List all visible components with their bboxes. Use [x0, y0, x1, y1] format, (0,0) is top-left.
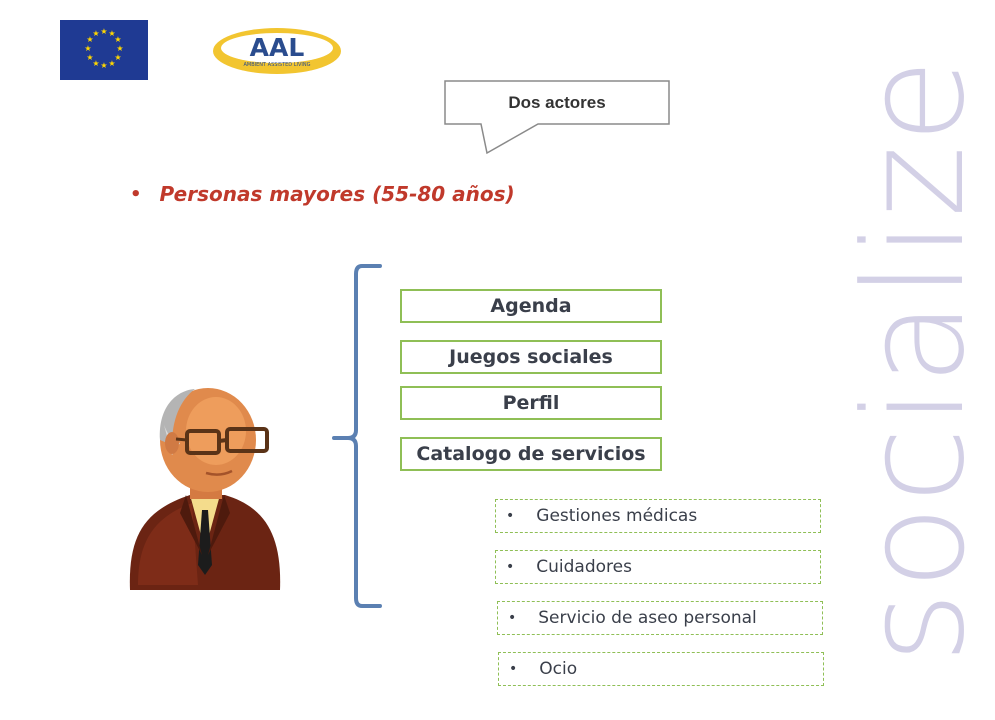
- aal-logo: [210, 22, 345, 80]
- svg-text:★: ★: [116, 44, 124, 53]
- svg-text:★: ★: [92, 59, 100, 68]
- svg-text:★: ★: [92, 29, 100, 38]
- service-gestiones-medicas[interactable]: [495, 499, 821, 533]
- svg-text:★: ★: [100, 27, 108, 36]
- svg-text:AMBIENT ASSISTED LIVING: AMBIENT ASSISTED LIVING: [243, 62, 311, 68]
- svg-text:★: ★: [114, 53, 122, 62]
- svg-text:★: ★: [84, 44, 92, 53]
- svg-text:★: ★: [114, 35, 122, 44]
- menu-catalogo-servicios[interactable]: Catalogo de servicios: [400, 437, 662, 471]
- bullet-dot: •: [130, 183, 142, 205]
- service-label: Ocio: [539, 659, 578, 679]
- bullet-dot: •: [509, 661, 518, 677]
- bullet-dot: •: [508, 610, 517, 626]
- svg-text:★: ★: [86, 35, 94, 44]
- main-bullet-text: Personas mayores (55-80 años): [159, 182, 515, 206]
- svg-text:★: ★: [100, 61, 108, 70]
- service-label: Gestiones médicas: [536, 506, 698, 526]
- svg-text:★: ★: [108, 29, 116, 38]
- bullet-dot: •: [506, 508, 515, 524]
- svg-text:AAL: AAL: [249, 33, 305, 62]
- curly-brace: [330, 262, 390, 612]
- menu-juegos-sociales[interactable]: Juegos sociales: [400, 340, 662, 374]
- service-label: Servicio de aseo personal: [538, 608, 757, 628]
- socialize-watermark: socialize: [834, 56, 995, 664]
- eu-flag-logo: [60, 20, 148, 80]
- svg-text:★: ★: [108, 59, 116, 68]
- menu-agenda[interactable]: Agenda: [400, 289, 662, 323]
- elderly-person-icon: [120, 385, 290, 595]
- menu-perfil[interactable]: Perfil: [400, 386, 662, 420]
- main-bullet: [130, 182, 515, 206]
- bullet-dot: •: [506, 559, 515, 575]
- callout-text: Dos actores: [508, 93, 606, 112]
- service-label: Cuidadores: [536, 557, 632, 577]
- service-ocio[interactable]: [498, 652, 824, 686]
- service-cuidadores[interactable]: [495, 550, 821, 584]
- service-aseo-personal[interactable]: [497, 601, 823, 635]
- svg-text:★: ★: [86, 53, 94, 62]
